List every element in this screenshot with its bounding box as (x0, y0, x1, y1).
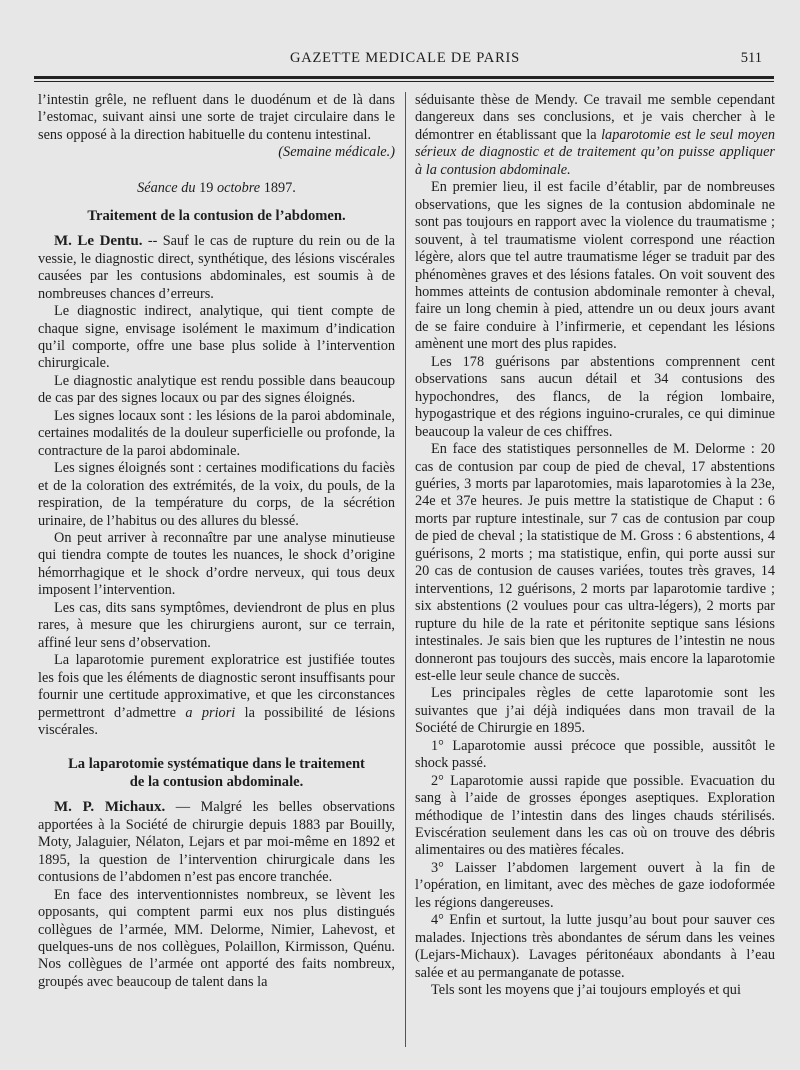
paragraph: En face des statistiques personnelles de M. Delorme : 20 cas de contusion par coup de pied de cheval, 17 abstentions guéries, 3 morts par laparotomies, mais laparotomies à la 23e, 24e et 37e heures. Je puis mettre la statistique de Chaput : 6 morts par rupture intestinale, sur 7 cas de contusion par coup de pied de cheval ; la statistique de M. Gross : 6 abstentions, 4 guérisons, 2 morts ; ma statistique, enfin, qui porte aussi sur 20 cas de contusion de causes variées, toutes très graves, 14 interventions, 12 guérisons, 2 morts par laparotomie tardive ; six abstentions (2 voulues pour cas ultra-légers), 2 morts par rupture du hile de la rate et péritonite septique sans lésions intestinales. Je sais bien que les ruptures de l’intestin ne nous donneront pas toujours des succès, mais encore la laparotomie est-elle leur seule chance de succès. (415, 441, 775, 684)
speaker-name: M. P. Michaux. (54, 799, 166, 816)
speaker-name: M. Le Dentu. (54, 233, 143, 250)
paragraph: La laparotomie purement exploratrice est justifiée toutes les fois que les éléments de diagnostic seront insuffisants pour fournir une certitude approximative, et que les circonstances permettront d’admettre a priori la possibilité de lésions viscérales. (38, 652, 396, 738)
section-title: Traitement de la contusion de l’abdomen. (87, 208, 346, 225)
paragraph: Les signes locaux sont : les lésions de la paroi abdominale, certaines modalités de la douleur superficielle ou profonde, la contracture de la paroi abdominale. (38, 407, 395, 459)
section-title: La laparotomie systématique dans le traitement de la contusion abdominale. (68, 756, 365, 791)
paragraph: 2° Laparotomie aussi rapide que possible. Evacuation du sang à l’aide de grosses éponges aseptiques. Exploration méthodique de l’intestin dans des linges chauds stérilisés. Eviscération seulement dans les cas où on trouve des débris alimentaires ou des matières fécales. (415, 772, 775, 859)
paragraph: séduisante thèse de Mendy. Ce travail me semble cependant dangereux dans ses conclusions, et je vais chercher à le démontrer en établissant que la laparotomie est le seul moyen sérieux de diagnostic et de traitement qu’on puisse appliquer à la contusion abdominale. (415, 92, 775, 178)
page-number: 511 (740, 50, 762, 66)
session-date: Séance du 19 octobre 1897. (137, 179, 296, 196)
paragraph: Les 178 guérisons par abstentions comprennent cent observations sans aucun détail et 34 contusions des hypochondres, des flancs, de la région lombaire, hypogastrique et des régions inguino-crurales, ce qui diminue beaucoup la valeur de ces chiffres. (415, 353, 775, 440)
right-column (415, 92, 775, 1000)
column-divider (405, 92, 406, 1047)
paragraph: 4° Enfin et surtout, la lutte jusqu’au bout pour sauver ces malades. Injections très abondantes de sérum dans les veines (Lejars-Michaux). Lavages péritonéaux abondants à l’eau salée et au permanganate de potasse. (415, 912, 775, 981)
running-head (30, 50, 780, 68)
paragraph: En face des interventionnistes nombreux, se lèvent les opposants, qui comptent parmi eux nos plus distingués collègues de l’armée, MM. Delorme, Nimier, Lahevost, et quelques-uns de nos collègues, Polaillon, Kirmisson, Quénu. Nos collègues de l’armée ont apporté des faits nombreux, groupés avec beaucoup de talent dans la (38, 886, 395, 990)
paragraph: 3° Laisser l’abdomen largement ouvert à la fin de l’opération, en limitant, avec des mèches de gaze iodoformée les régions dangereuses. (415, 859, 775, 911)
paragraph: Tels sont les moyens que j’ai toujours employés et qui (431, 982, 741, 999)
paragraph: Les cas, dits sans symptômes, deviendront de plus en plus rares, à mesure que les chirurgiens auront, sur ce terrain, affiné leur sens d’observation. (38, 599, 395, 651)
paragraph: Le diagnostic analytique est rendu possible dans beaucoup de cas par des signes locaux ou par des signes éloignés. (38, 372, 395, 407)
paragraph: Le diagnostic indirect, analytique, qui tient compte de chaque signe, envisage isolément le maximum d’indication qu’il comporte, offre une base plus solide à l’intervention chirurgicale. (38, 303, 395, 372)
paragraph: M. P. Michaux. — Malgré les belles observations apportées à la Société de chirurgie depuis 1883 par Bouilly, Moty, Jalaguier, Nélaton, Lejars et par moi-même en 1892 et 1895, la question de l’intervention chirurgicale dans les contusions de l’abdomen n’est pas encore tranchée. (38, 799, 395, 886)
paragraph: En premier lieu, il est facile d’établir, par de nombreuses observations, que les signes de la contusion abdominale ne sont pas toujours en rapport avec la violence du traumatisme ; souvent, à tel traumatisme violent correspond une réaction légère, alors que tel autre traumatisme léger se traduit par des phénomènes graves et des lésions fatales. On voit souvent des hommes atteints de contusion abdominale remonter à cheval, faire un long chemin à pied, attendre un ou deux jours avant de se faire conduire à l’infirmerie, et cependant les lésions amènent une mort des plus rapides. (415, 179, 775, 353)
paragraph: Les principales règles de cette laparotomie sont les suivantes que j’ai déjà indiquées dans mon travail de la Société de Chirurgie en 1895. (415, 685, 775, 737)
journal-title: GAZETTE MEDICALE DE PARIS (289, 50, 521, 66)
header-rule (34, 76, 774, 82)
left-column (38, 92, 395, 991)
paragraph: On peut arriver à reconnaître par une analyse minutieuse qui tiendra compte de toutes les nuances, le shock d’origine hémorrhagique et le shock d’ordre nerveux, qui tous deux imposent l’intervention. (38, 529, 395, 599)
paragraph: 1° Laparotomie aussi précoce que possible, aussitôt le shock passé. (415, 737, 775, 772)
paragraph: Les signes éloignés sont : certaines modifications du faciès et de la coloration des extrémités, de la voix, du pouls, de la respiration, de la température du corps, de la sécrétion urinaire, de l’habitus ou des allures du blessé. (38, 460, 395, 529)
paragraph: M. Le Dentu. -- Sauf le cas de rupture du rein ou de la vessie, le diagnostic direct, synthétique, des lésions viscérales causées par les contusions abdominales, est soumis à de nombreuses chances d’erreurs. (38, 233, 395, 302)
source-citation: (Semaine médicale.) (278, 144, 395, 161)
paragraph: l’intestin grêle, ne refluent dans le duodénum et de là dans l’estomac, suivant ainsi une sorte de trajet circulaire dans le sens opposé à la direction habituelle du contenu intestinal. (38, 92, 395, 143)
